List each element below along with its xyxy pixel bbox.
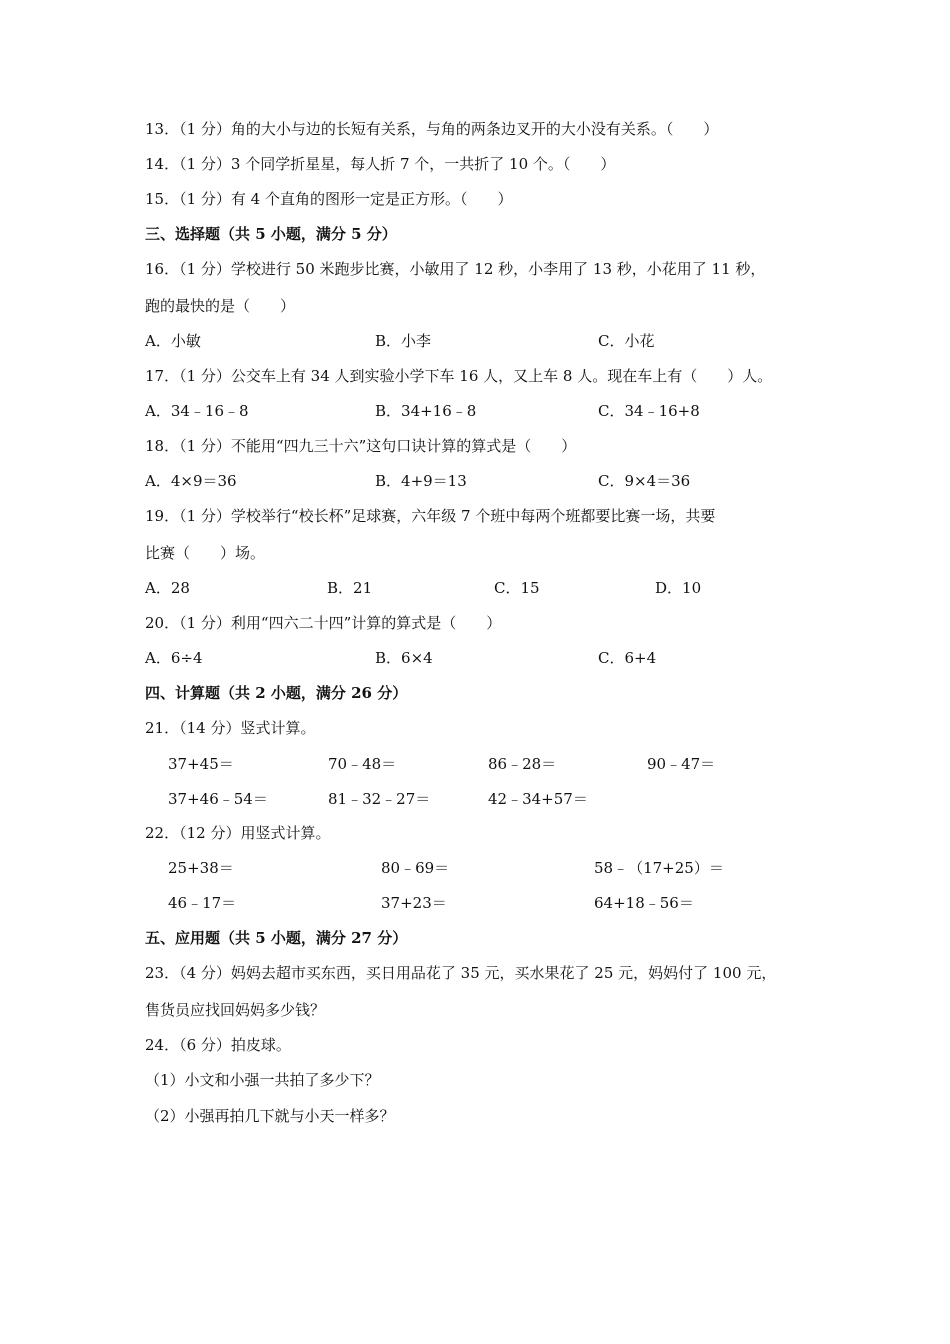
q21-expr-3: 86﹣28＝ [488, 755, 557, 773]
q22-expr-1: 25+38＝ [168, 859, 234, 877]
q18-option-c: C．9×4＝36 [598, 472, 691, 490]
q17-option-b: B．34+16﹣8 [375, 402, 477, 420]
question-17: 17．（1 分）公交车上有 34 人到实验小学下车 16 人，又上车 8 人。现在车上有（ ）人。 [145, 367, 773, 385]
q19-option-c: C．15 [494, 579, 540, 597]
q21-expr-7: 42﹣34+57＝ [488, 790, 588, 808]
section-3-heading: 三、选择题（共 5 小题，满分 5 分） [145, 225, 397, 243]
q20-option-b: B．6×4 [375, 649, 433, 667]
q21-expr-6: 81﹣32﹣27＝ [328, 790, 431, 808]
q19-option-b: B．21 [327, 579, 373, 597]
question-24: 24．（6 分）拍皮球。 [145, 1036, 291, 1054]
q22-expr-6: 64+18﹣56＝ [594, 894, 694, 912]
q21-expr-1: 37+45＝ [168, 755, 234, 773]
question-24-sub2: （2）小强再拍几下就与小天一样多？ [145, 1107, 395, 1125]
section-5-heading: 五、应用题（共 5 小题，满分 27 分） [145, 929, 408, 947]
question-24-sub1: （1）小文和小强一共拍了多少下？ [145, 1071, 380, 1089]
q22-expr-3: 58﹣（17+25）＝ [594, 859, 724, 877]
question-21: 21．（14 分）竖式计算。 [145, 719, 316, 737]
q16-option-c: C．小花 [598, 332, 655, 350]
q22-expr-5: 37+23＝ [381, 894, 447, 912]
q21-expr-2: 70﹣48＝ [328, 755, 397, 773]
question-20: 20．（1 分）利用“四六二十四”计算的算式是（ ） [145, 614, 502, 632]
question-23-line1: 23．（4 分）妈妈去超市买东西，买日用品花了 35 元，买水果花了 25 元，妈妈付了 100 元， [145, 964, 777, 982]
q21-expr-5: 37+46﹣54＝ [168, 790, 268, 808]
q20-option-a: A．6÷4 [145, 649, 203, 667]
q17-option-c: C．34﹣16+8 [598, 402, 700, 420]
q18-option-b: B．4+9＝13 [375, 472, 467, 490]
question-16-line2: 跑的最快的是（ ） [145, 297, 296, 315]
question-16-line1: 16．（1 分）学校进行 50 米跑步比赛，小敏用了 12 秒，小李用了 13 秒，小花用了 11 秒， [145, 260, 766, 278]
q19-option-a: A．28 [145, 579, 190, 597]
question-22: 22．（12 分）用竖式计算。 [145, 824, 331, 842]
question-13: 13．（1 分）角的大小与边的长短有关系，与角的两条边叉开的大小没有关系。（ ） [145, 120, 719, 138]
question-23-line2: 售货员应找回妈妈多少钱？ [145, 1001, 326, 1019]
q17-option-a: A．34﹣16﹣8 [145, 402, 249, 420]
q19-option-d: D．10 [655, 579, 702, 597]
q22-expr-2: 80﹣69＝ [381, 859, 450, 877]
question-14: 14．（1 分）3 个同学折星星，每人折 7 个，一共折了 10 个。（ ） [145, 155, 616, 173]
question-19-line2: 比赛（ ）场。 [145, 544, 266, 562]
section-4-heading: 四、计算题（共 2 小题，满分 26 分） [145, 684, 408, 702]
question-18: 18．（1 分）不能用“四九三十六”这句口诀计算的算式是（ ） [145, 437, 577, 455]
q21-expr-4: 90﹣47＝ [647, 755, 716, 773]
q16-option-a: A．小敏 [145, 332, 201, 350]
question-19-line1: 19．（1 分）学校举行“校长杯”足球赛，六年级 7 个班中每两个班都要比赛一场，共要 [145, 507, 716, 525]
q20-option-c: C．6+4 [598, 649, 657, 667]
q18-option-a: A．4×9＝36 [145, 472, 237, 490]
q22-expr-4: 46﹣17＝ [168, 894, 237, 912]
q16-option-b: B．小李 [375, 332, 432, 350]
question-15: 15．（1 分）有 4 个直角的图形一定是正方形。（ ） [145, 190, 513, 208]
